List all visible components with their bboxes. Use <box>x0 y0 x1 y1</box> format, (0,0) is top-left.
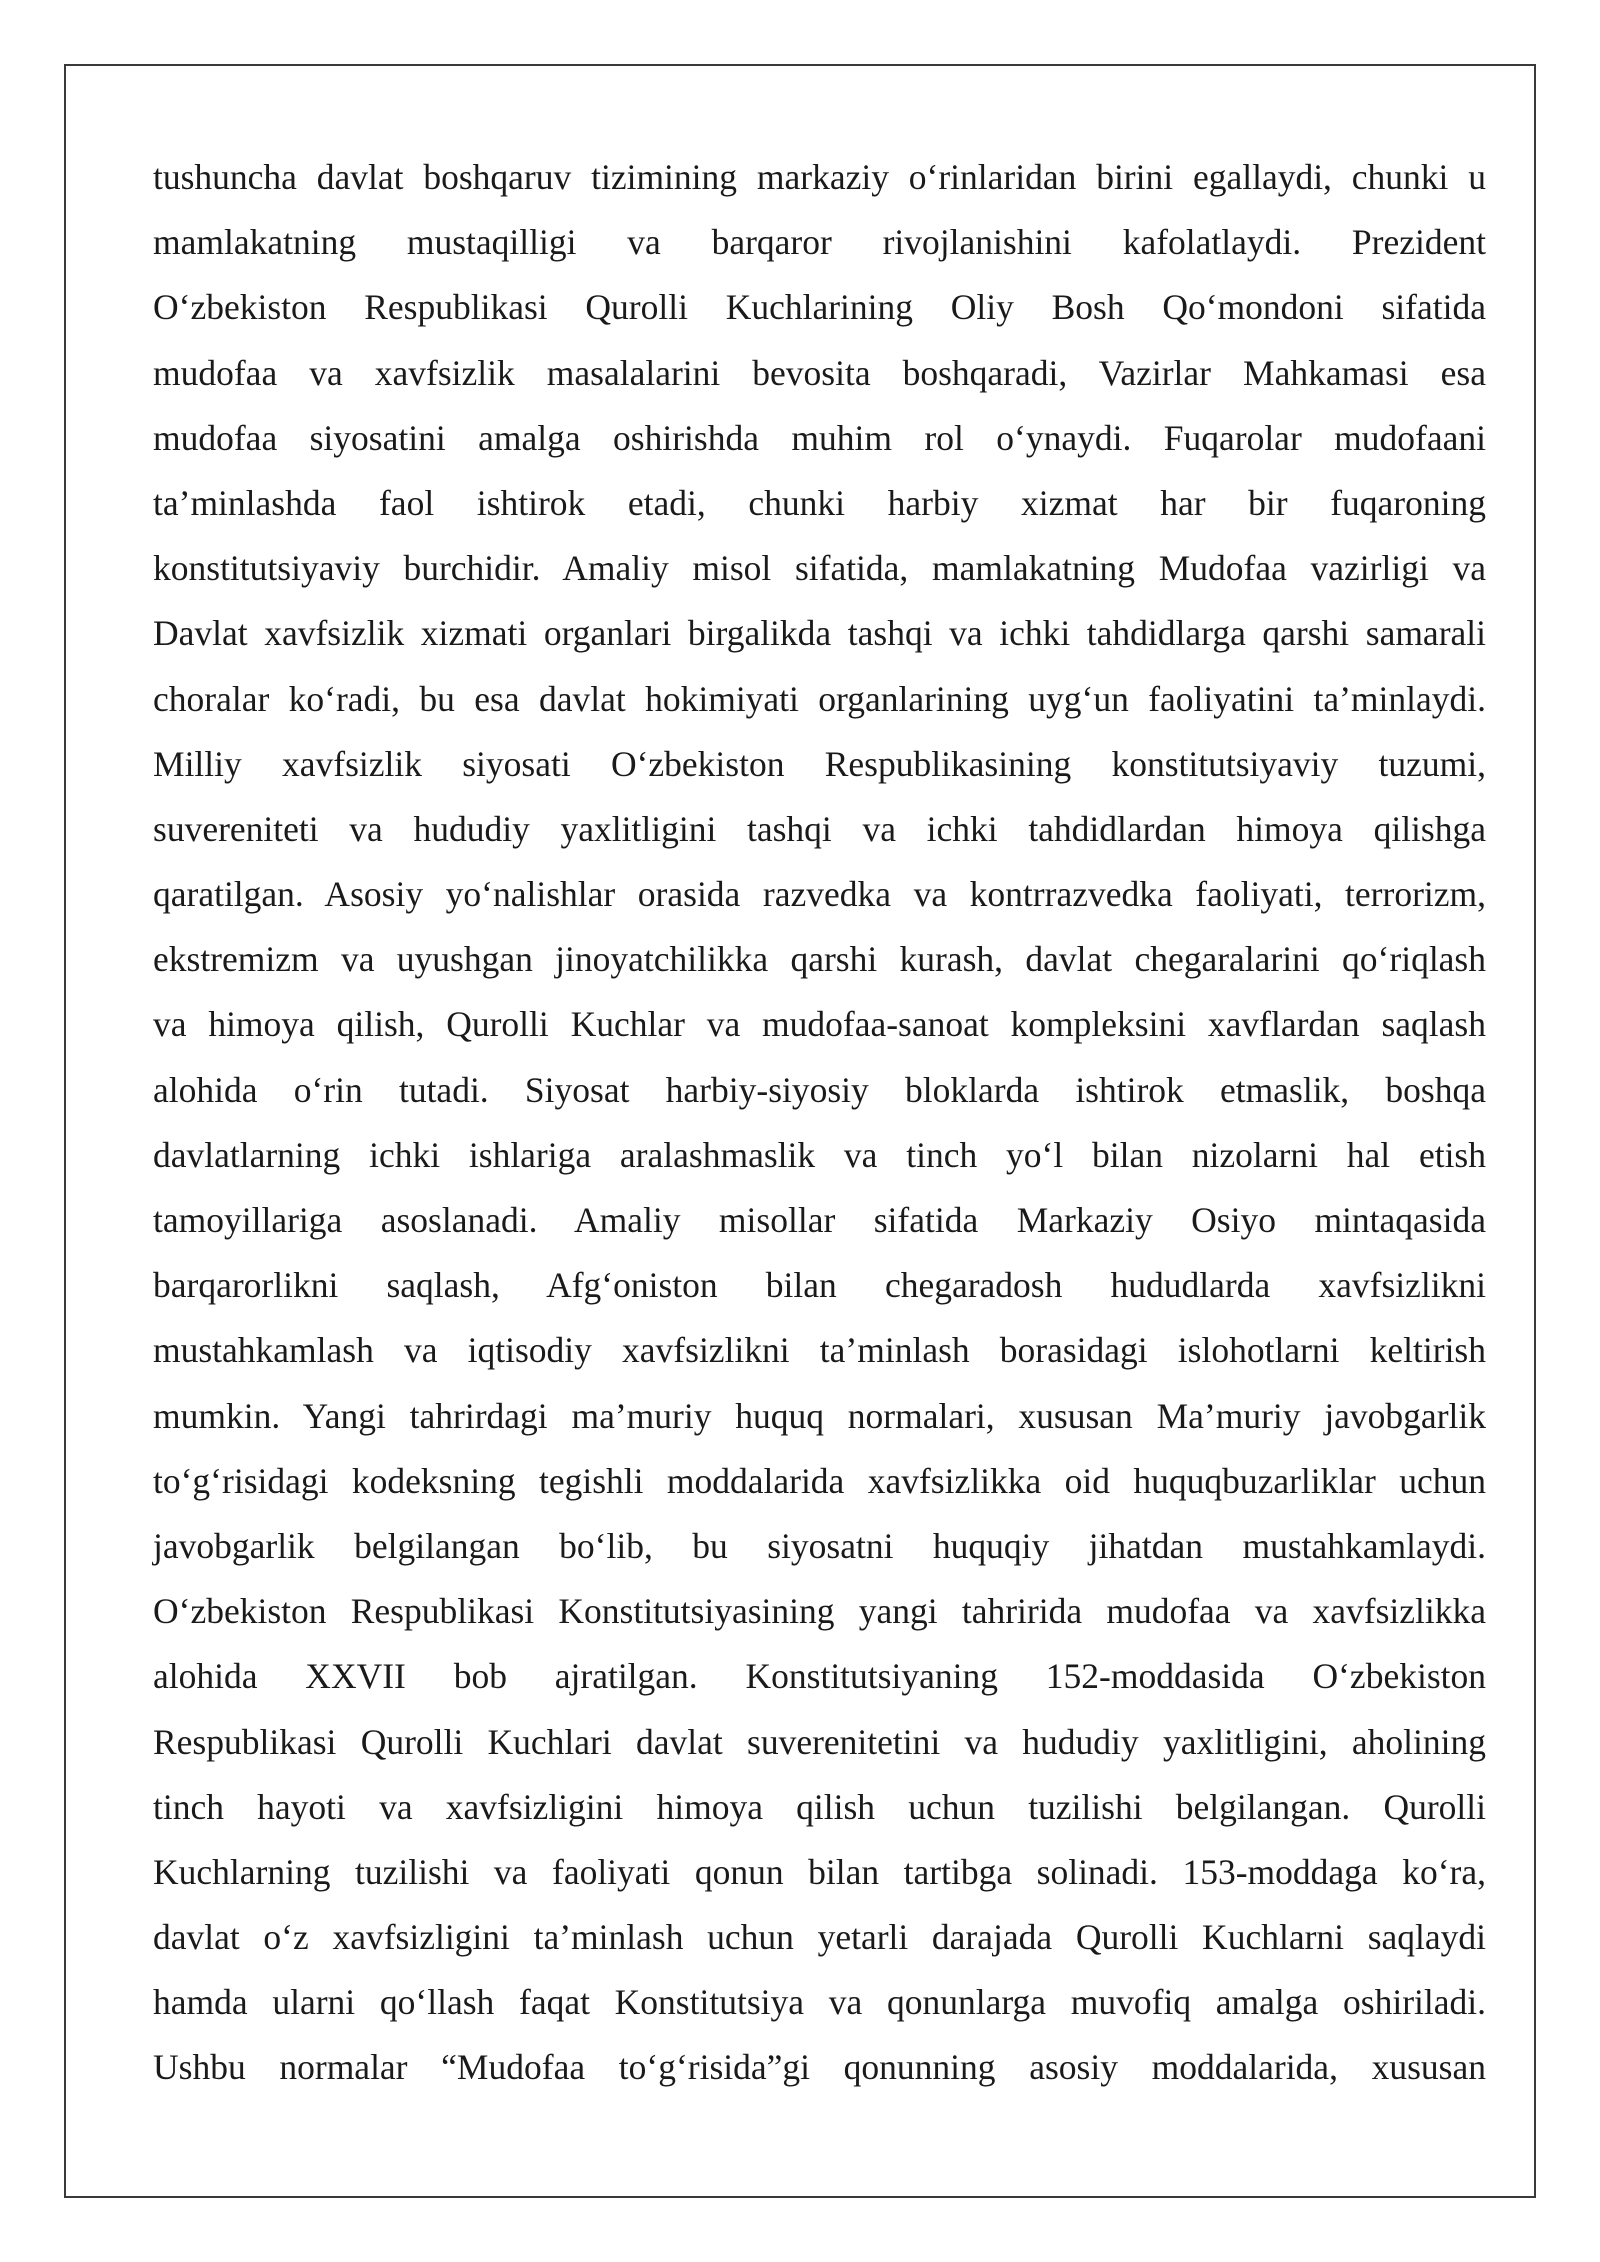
text-line: tamoyillariga asoslanadi. Amaliy misollar sifatida Markaziy Osiyo mintaqasida <box>153 1200 1486 1240</box>
text-line: suvereniteti va hududiy yaxlitligini tashqi va ichki tahdidlardan himoya qilishga <box>153 808 1486 849</box>
text-line: davlat o‘z xavfsizligini ta’minlash uchun yetarli darajada Qurolli Kuchlarni saqlaydi <box>153 1917 1486 1958</box>
text-line: Milliy xavfsizlik siyosati O‘zbekiston Respublikasining konstitutsiyaviy tuzumi, <box>153 743 1486 784</box>
text-line: O‘zbekiston Respublikasi Qurolli Kuchlarining Oliy Bosh Qo‘mondoni sifatida <box>153 287 1486 328</box>
text-line: choralar ko‘radi, bu esa davlat hokimiyati organlarining uyg‘un faoliyatini ta’minlaydi. <box>153 678 1486 719</box>
text-line: ekstremizm va uyushgan jinoyatchilikka qarshi kurash, davlat chegaralarini qo‘riqlash <box>153 939 1486 980</box>
text-line: javobgarlik belgilangan bo‘lib, bu siyosatni huquqiy jihatdan mustahkamlaydi. <box>153 1525 1486 1566</box>
text-line: mudofaa siyosatini amalga oshirishda muhim rol o‘ynaydi. Fuqarolar mudofaani <box>153 417 1486 458</box>
text-line: mamlakatning mustaqilligi va barqaror rivojlanishini kafolatlaydi. Prezident <box>153 222 1486 263</box>
text-line: qaratilgan. Asosiy yo‘nalishlar orasida razvedka va kontrrazvedka faoliyati, terrorizm, <box>153 874 1486 915</box>
text-line: va himoya qilish, Qurolli Kuchlar va mudofaa-sanoat kompleksini xavflardan saqlash <box>153 1004 1486 1045</box>
text-line: Kuchlarning tuzilishi va faoliyati qonun bilan tartibga solinadi. 153-moddaga ko‘ra, <box>153 1851 1486 1892</box>
text-line: barqarorlikni saqlash, Afg‘oniston bilan chegaradosh hududlarda xavfsizlikni <box>153 1265 1486 1306</box>
body-paragraph <box>153 145 1486 2101</box>
text-line: mudofaa va xavfsizlik masalalarini bevosita boshqaradi, Vazirlar Mahkamasi esa <box>153 352 1486 393</box>
text-line: Ushbu normalar “Mudofaa to‘g‘risida”gi qonunning asosiy moddalarida, xususan <box>153 2047 1486 2088</box>
text-line: alohida o‘rin tutadi. Siyosat harbiy-siyosiy bloklarda ishtirok etmaslik, boshqa <box>153 1069 1486 1110</box>
text-line: hamda ularni qo‘llash faqat Konstitutsiya va qonunlarga muvofiq amalga oshiriladi. <box>153 1982 1486 2023</box>
text-line: Davlat xavfsizlik xizmati organlari birgalikda tashqi va ichki tahdidlarga qarshi samarali <box>153 613 1486 654</box>
text-line: mustahkamlash va iqtisodiy xavfsizlikni ta’minlash borasidagi islohotlarni keltirish <box>153 1330 1486 1371</box>
text-line: tushuncha davlat boshqaruv tizimining markaziy o‘rinlaridan birini egallaydi, chunki u <box>153 157 1486 197</box>
text-line: ta’minlashda faol ishtirok etadi, chunki harbiy xizmat har bir fuqaroning <box>153 482 1486 523</box>
text-line: to‘g‘risidagi kodeksning tegishli moddalarida xavfsizlikka oid huquqbuzarliklar uchun <box>153 1460 1486 1501</box>
text-line: davlatlarning ichki ishlariga aralashmaslik va tinch yo‘l bilan nizolarni hal etish <box>153 1134 1486 1175</box>
text-line: Respublikasi Qurolli Kuchlari davlat suverenitetini va hududiy yaxlitligini, aholining <box>153 1721 1486 1762</box>
text-line: konstitutsiyaviy burchidir. Amaliy misol sifatida, mamlakatning Mudofaa vazirligi va <box>153 548 1486 589</box>
text-line: mumkin. Yangi tahrirdagi ma’muriy huquq normalari, xususan Ma’muriy javobgarlik <box>153 1395 1486 1436</box>
text-line: alohida XXVII bob ajratilgan. Konstitutsiyaning 152-moddasida O‘zbekiston <box>153 1656 1486 1697</box>
text-line: O‘zbekiston Respublikasi Konstitutsiyasining yangi tahririda mudofaa va xavfsizlikka <box>153 1591 1486 1632</box>
text-line: tinch hayoti va xavfsizligini himoya qilish uchun tuzilishi belgilangan. Qurolli <box>153 1786 1486 1827</box>
